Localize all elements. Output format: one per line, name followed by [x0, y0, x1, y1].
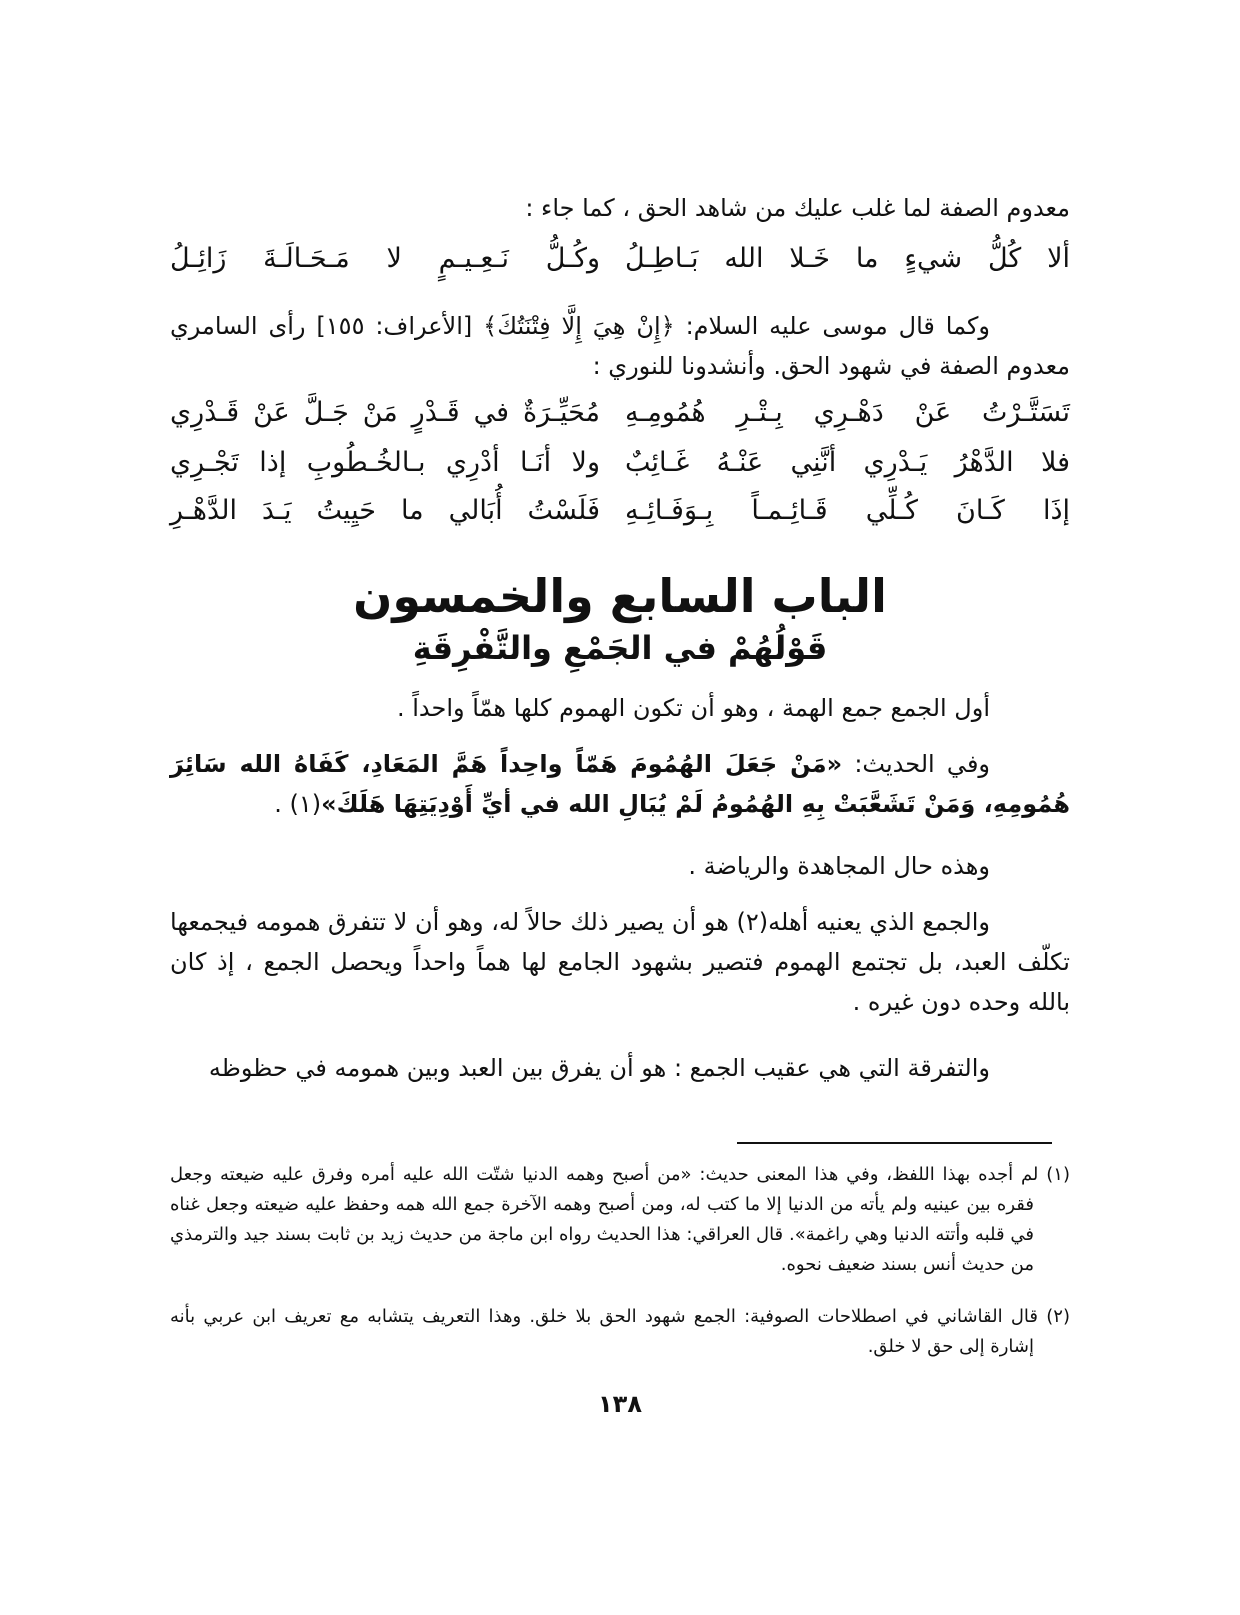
footnote-1-body [170, 1160, 1070, 1280]
footnote-separator [737, 1142, 1052, 1144]
chapter-subtitle: قَوْلُهُمْ في الجَمْعِ والتَّفْرِقَةِ [412, 629, 828, 667]
verse-hemistich-first: فلا الدَّهْرُ يَـدْرِي أنَّنِي عَنْـهُ غَـائِبٌ [625, 447, 1070, 478]
footnote-2-marker: (٢) [1046, 1306, 1070, 1327]
footnote-1-text: لم أجده بهذا اللفظ، وفي هذا المعنى حديث: «من أصبح وهمه الدنيا شتّت الله عليه أمره وفرق عليه ضيعته وجعل فقره بين عينيه ولم يأته من الدنيا إلا ما كتب له، ومن أصبح وهمه الآخرة جمع الله همه وحفظ عليه ضيعته وجعل غناه في قلبه وأتته الدنيا وهي راغمة». قال العراقي: هذا الحديث رواه ابن ماجة من حديث زيد بن ثابت بسند جيد والترمذي من حديث أنس بسند ضعيف نحوه. [170, 1164, 1039, 1275]
footnote-ref-2: (٢) [736, 908, 769, 936]
verse-hemistich-second: وكُـلُّ نَـعِـيـمٍ لا مَـحَـالَـةَ زَائِـلُ [170, 243, 600, 274]
verse-row-1 [170, 238, 1070, 280]
nuri-verse-1 [170, 392, 1070, 434]
footnote-2-body [170, 1302, 1070, 1362]
verse-hemistich-second: ولا أنَـا أدْرِي بـالخُـطُوبِ إذا تَجْـرِي [170, 447, 600, 478]
chapter-title: الباب السابع والخمسون [353, 569, 887, 623]
verse-hemistich-first: إذَا كَـانَ كُـلِّي قَـائِـمـاً بِـوَفَـائِـهِ [625, 495, 1070, 526]
moses-paragraph: وكما قال موسى عليه السلام: ﴿إِنْ هِيَ إِلَّا فِتْنَتُكَ﴾ [الأعراف: ١٥٥] رأى السامري معدوم الصفة في شهود الحق. وأنشدونا للنوري : [170, 312, 1070, 380]
footnote-1 [170, 1160, 1070, 1280]
footnote-2-text: قال القاشاني في اصطلاحات الصوفية: الجمع شهود الحق بلا خلق. وهذا التعريف يتشابه مع تعريف ابن عربي بأنه إشارة إلى حق لا خلق. [170, 1306, 1039, 1357]
verse-hemistich-first: تَسَتَّـرْتُ عَنْ دَهْـرِي بِـتْـرِ هُمُومِـهِ [625, 397, 1070, 428]
page-number: ١٣٨ [598, 1390, 642, 1418]
paragraph-4 [170, 902, 1070, 1022]
footnote-2 [170, 1302, 1070, 1362]
verse-hemistich-second: فَلَسْتُ أُبَالي ما حَيِيتُ يَـدَ الدَّهْـرِ [170, 495, 600, 526]
paragraph-3: وهذه حال المجاهدة والرياضة . [688, 852, 990, 880]
paragraph-hadith [170, 744, 1070, 824]
nuri-verse-3 [170, 490, 1070, 532]
footnote-1-marker: (١) [1046, 1164, 1070, 1185]
paragraph-4-rest: هو أن يصير ذلك حالاً له، وهو أن لا تتفرق همومه فيجمعها تكلّف العبد، بل تجتمع الهموم فتصير بشهود الجامع لها هماً واحداً ويحصل الجمع ، إذ كان بالله وحده دون غيره . [170, 908, 1070, 1016]
paragraph-4-start: والجمع الذي يعنيه أهله [768, 908, 990, 936]
verse-hemistich-first: ألا كُلُّ شيءٍ ما خَـلا الله بَـاطِـلُ [625, 243, 1070, 274]
hadith-text: «مَنْ جَعَلَ الهُمُومَ هَمّاً واحِداً هَمَّ المَعَادِ، كَفَاهُ الله سَائِرَ هُمُومِهِ، وَمَنْ تَشَعَّبَتْ بِهِ الهُمُومُ لَمْ يُبَالِ الله في أيِّ أَوْدِيَتِهَا هَلَكَ» [170, 750, 1070, 818]
paragraph-5: والتفرقة التي هي عقيب الجمع : هو أن يفرق بين العبد وبين همومه في حظوظه [208, 1054, 990, 1082]
nuri-verse-2 [170, 442, 1070, 484]
verse-hemistich-second: مُحَيِّـرَةٌ في قَـدْرٍ مَنْ جَـلَّ عَنْ قَـدْرِي [170, 397, 600, 428]
intro-line: معدوم الصفة لما غلب عليك من شاهد الحق ، كما جاء : [525, 194, 1070, 222]
footnote-ref-1: (١) . [274, 790, 322, 818]
paragraph-1: أول الجمع جمع الهمة ، وهو أن تكون الهموم كلها همّاً واحداً . [396, 694, 990, 722]
hadith-lead: وفي الحديث: [842, 750, 991, 778]
